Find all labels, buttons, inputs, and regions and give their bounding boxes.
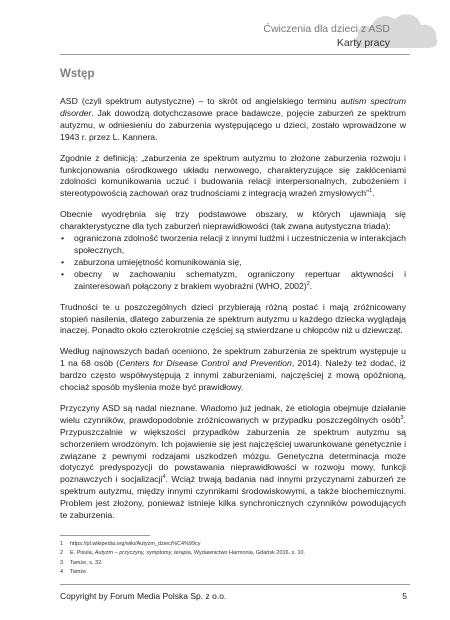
- list-item: • zaburzona umiejętność komunikowania się,: [60, 257, 406, 269]
- header-subtitle: Karty pracy: [336, 37, 390, 49]
- footnote-2: [60, 549, 406, 558]
- p5-text-a: Według najnowszych badań oceniono, że spektrum zaburzenia ze spektrum występuje u 1 na 68 osób (: [60, 346, 406, 369]
- p2-quote: Zgodnie z definicją: „zaburzenia ze spektrum autyzmu to złożone zaburzenia rozwoju i funkcjonowania ośrodkowego układu nerwowego, charakteryzujące się zakłóceniami zdolności komunikowania uczuć i budowania relacji interpersonalnych, zubożeniem i stereotypowością zachowań oraz trudnościami z integracją wrażeń zmysłowych”: [60, 152, 406, 199]
- footnote-4: [60, 568, 406, 577]
- footer-rule: [60, 584, 410, 585]
- paragraph-3-intro: Obecnie wyodrębnia się trzy podstawowe obszary, w których ujawniają się charakterystyczne dla tych zaburzeń nieprawidłowości (tak zwana autystyczna triada):: [60, 209, 406, 232]
- list-item: [60, 269, 406, 293]
- footnote-number: 3: [60, 559, 64, 566]
- p6-text-b: . Przypuszczalnie w większości przypadków zaburzenia ze spektrum autyzmu są schorzeniem wrodzonym. Ich pojawienie się jest najczęściej uwarunkowane genetycznie i związane z pewnymi rodzajami uszkodzeń mózgu. Genetyczna determinacja może dotyczyć predyspozycji do powstawania nieprawidłowości w rozwoju mowy, funkcji poznawczych i socjalizacji: [60, 414, 406, 485]
- footnote-ref-2[interactable]: 2: [306, 280, 310, 287]
- section-title: Wstęp: [60, 68, 95, 80]
- header-rule: [60, 54, 410, 55]
- list-item-text: obecny w zachowaniu schematyzm, ograniczony repertuar aktywności i zainteresowań połączony z brakiem wyobraźni (WHO, 2002): [74, 268, 406, 291]
- footnote-3: [60, 559, 406, 568]
- footnote-ref-3[interactable]: 3: [400, 414, 404, 421]
- footnote-text: Tamże, s. 32.: [70, 559, 103, 566]
- p5-text-c: , 2014). Należy też dodać, iż bardzo często współwystępują z innymi zaburzeniami, najczęściej z mową opóźnioną, chociaż sposób myślenia może być prawidłowy.: [60, 358, 406, 393]
- footnote-book-title: Autyzm – przyczyny, symptomy, terapia: [94, 550, 191, 557]
- footnote-1: [60, 540, 406, 549]
- list-item-end: .: [309, 280, 313, 291]
- footnote-ref-1[interactable]: 1: [369, 188, 373, 195]
- p1-text-c: . Jak dowodzą dotychczasowe prace badawcze, pojęcie zaburzeń ze spektrum autyzmu, w odniesieniu do zaburzenia występującego u dzieci, zostało wprowadzone w 1943 r. przez L. Kannera.: [60, 107, 406, 142]
- p5-source-italic: Centers for Disease Control and Prevention: [119, 358, 292, 369]
- page-number: 5: [402, 591, 407, 601]
- paragraph-1: [60, 96, 406, 144]
- list-item: • ograniczona zdolność tworzenia relacji z innymi ludźmi i uczestniczenia w interakcjach społecznych,: [60, 233, 406, 257]
- p6-text-a: Przyczyny ASD są nadal nieznane. Wiadomo już jednak, że etiologia obejmuje działanie wielu czynników, prawdopodobnie zróżnicowanych w przypadku poszczególnych osób: [60, 402, 406, 425]
- p1-term-italic: autism spectrum disorder: [60, 96, 407, 118]
- p1-text-a: ASD (czyli spektrum autystyczne) – to skrót od angielskiego terminu: [60, 96, 341, 106]
- triad-list: [60, 233, 406, 293]
- footnote-rule: [60, 535, 150, 536]
- body-text: [60, 96, 406, 531]
- paragraph-6: [60, 403, 406, 522]
- running-header: [263, 22, 390, 50]
- p6-text-c: . Wciąż trwają badania nad innymi przyczynami zaburzeń ze spektrum autyzmu, między innymi czynnikami środowiskowymi, a także biochemicznymi. Problem jest złożony, ponieważ istnieje kilka synchronicznych czynników powodujących te zaburzenia.: [60, 474, 406, 521]
- footnote-author: E. Pisula,: [70, 550, 95, 557]
- footer-copyright: Copyright by Forum Media Polska Sp. z o.o.: [60, 591, 227, 601]
- footnote-number: 1: [60, 541, 64, 547]
- footnote-publisher: , Wydawnictwo Harmonia, Gdańsk 2016, s. 10.: [190, 550, 306, 557]
- paragraph-2: [60, 153, 406, 201]
- footnote-text: Tamże.: [70, 568, 88, 575]
- footnotes: [60, 540, 406, 577]
- footnote-link[interactable]: https://pl.wikipedia.org/wiki/Autyzm_dzieci%C4%99cy: [70, 541, 201, 547]
- paragraph-5: [60, 346, 406, 394]
- paragraph-4: Trudności te u poszczególnych dzieci przybierają różną postać i mają zróżnicowany stopień nasilenia, dlatego zaburzenia ze spektrum autyzmu u każdego dziecka wyglądają inaczej. Ponadto około czterokrotnie częściej są stwierdzane u chłopców niż u dziewcząt.: [60, 301, 406, 336]
- footnote-number: 2: [60, 550, 64, 557]
- p2-end: .: [372, 188, 375, 199]
- footnote-number: 4: [60, 568, 64, 575]
- header-title: Ćwiczenia dla dzieci z ASD: [263, 23, 390, 35]
- footnote-ref-4[interactable]: 4: [162, 474, 166, 481]
